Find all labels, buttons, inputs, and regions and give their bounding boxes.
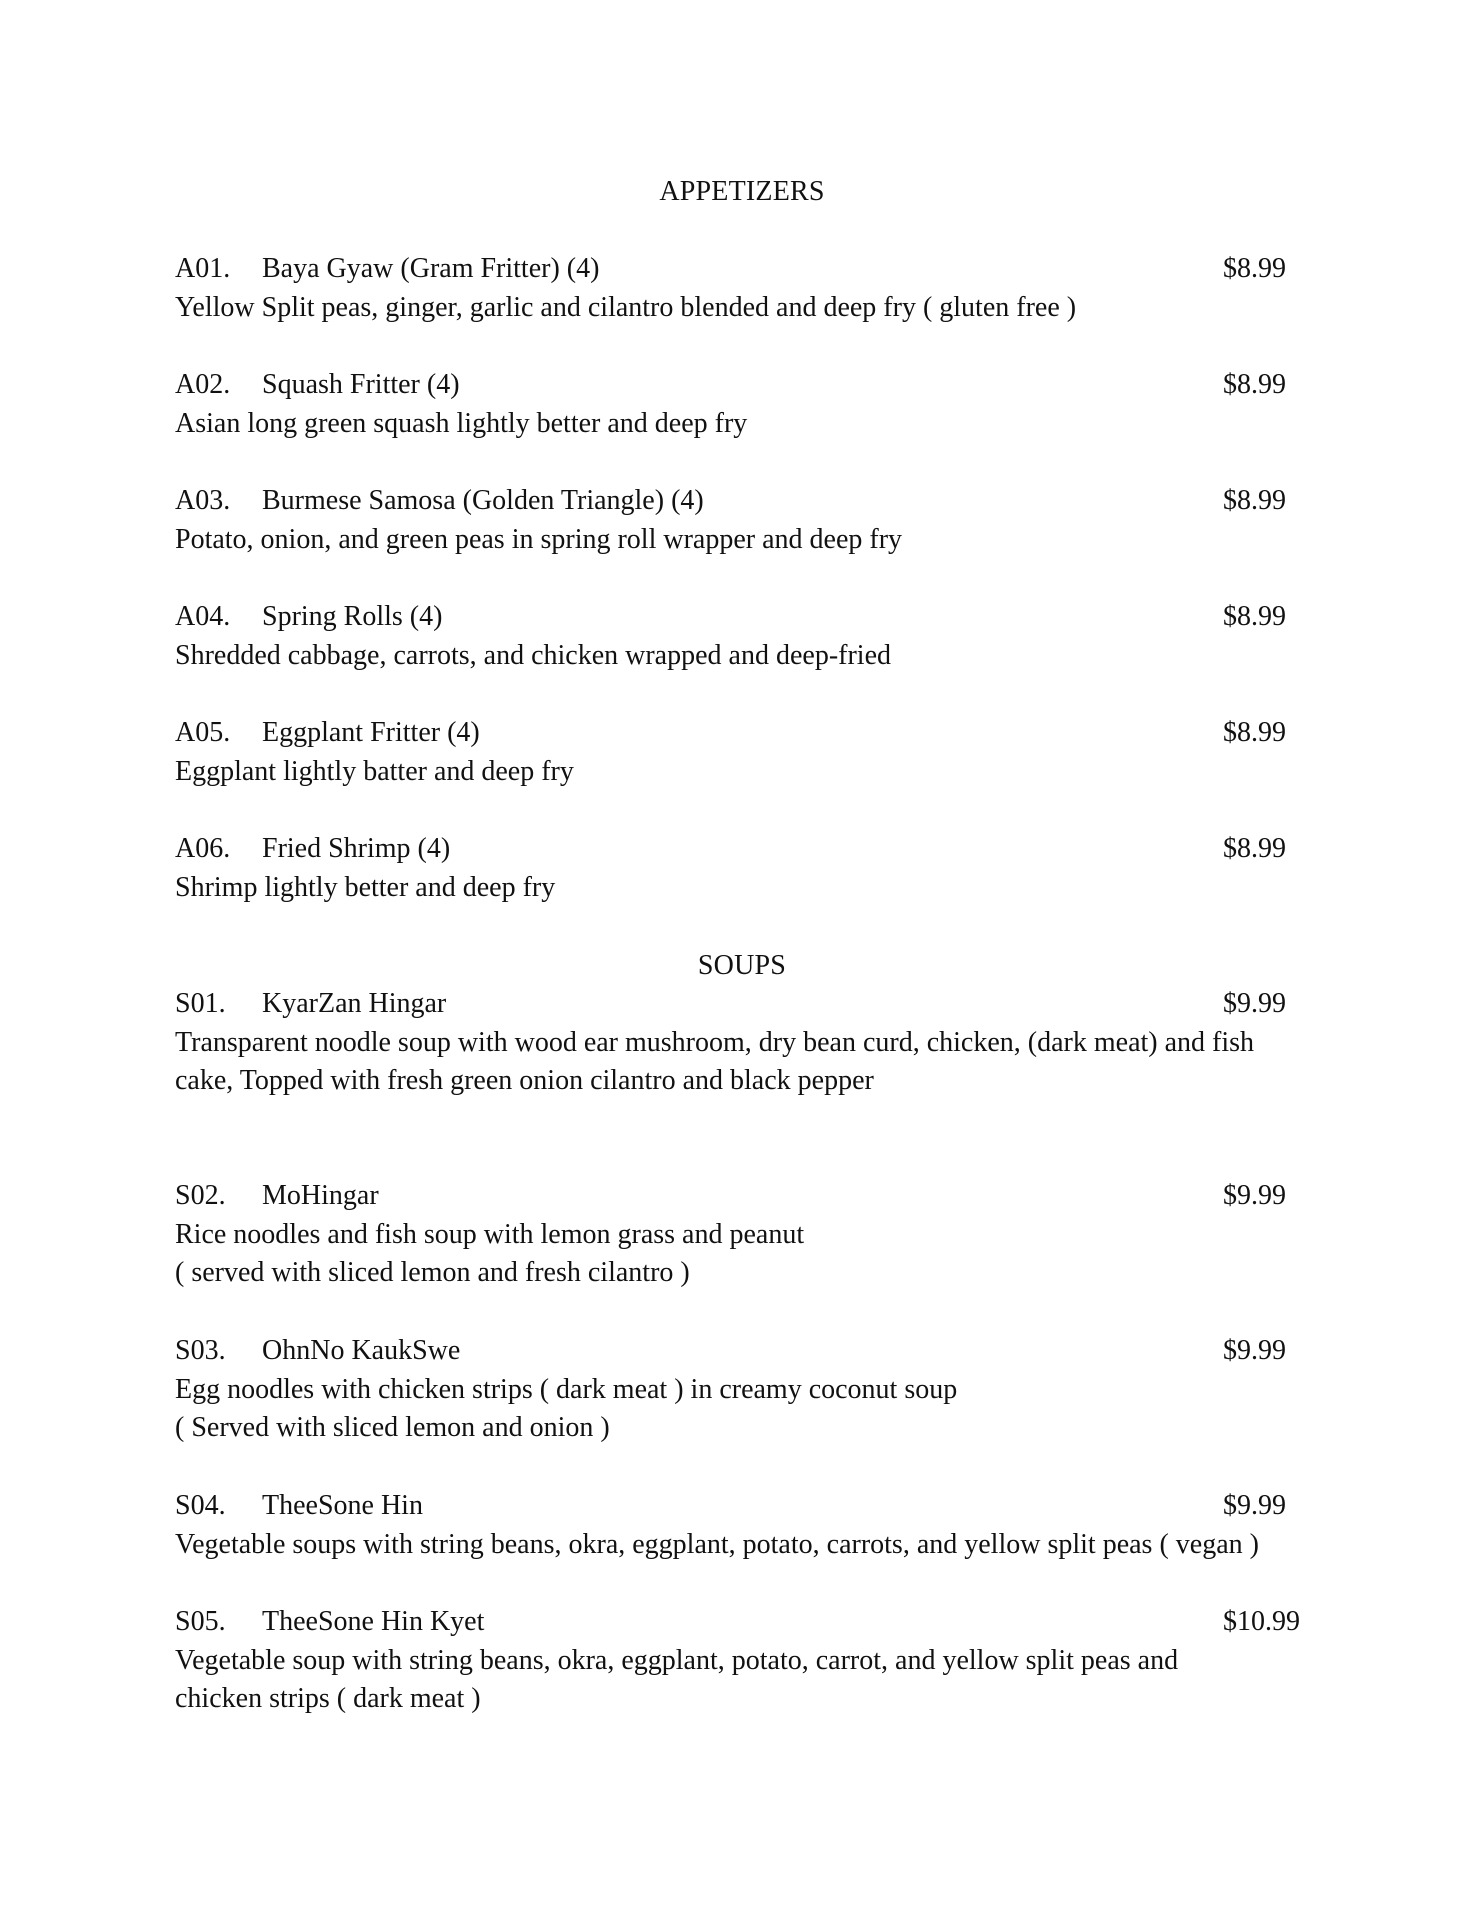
- item-header: [175, 1332, 1315, 1371]
- item-description: ( served with sliced lemon and fresh cilantro ): [175, 1257, 690, 1288]
- item-header: [175, 830, 1315, 869]
- item-price: $9.99: [1223, 1490, 1286, 1521]
- menu-item-s03: [175, 1332, 1315, 1448]
- item-code: S05.: [175, 1606, 226, 1637]
- item-description: Shredded cabbage, carrots, and chicken wrapped and deep-fried: [175, 639, 891, 671]
- item-description: Egg noodles with chicken strips ( dark meat ) in creamy coconut soup: [175, 1373, 958, 1405]
- item-header: [175, 714, 1315, 753]
- item-description: Eggplant lightly batter and deep fry: [175, 755, 574, 787]
- menu-item-s04: [175, 1487, 1315, 1564]
- item-description: Transparent noodle soup with wood ear mushroom, dry bean curd, chicken, (dark meat) and fish: [175, 1026, 1255, 1058]
- menu-item-s01: [175, 985, 1315, 1101]
- item-header: [175, 598, 1315, 637]
- item-name: Eggplant Fritter (4): [262, 717, 480, 748]
- item-header: [175, 1487, 1315, 1526]
- item-description: cake, Topped with fresh green onion cilantro and black pepper: [175, 1065, 874, 1096]
- item-header: [175, 366, 1315, 405]
- item-price: $10.99: [1223, 1606, 1300, 1637]
- item-description: Rice noodles and fish soup with lemon grass and peanut: [175, 1218, 805, 1250]
- menu-item-a04: [175, 598, 1315, 675]
- menu-item-s05: [175, 1603, 1315, 1719]
- item-description: Vegetable soup with string beans, okra, eggplant, potato, carrot, and yellow split peas and: [175, 1644, 1179, 1676]
- item-name: Fried Shrimp (4): [262, 833, 451, 864]
- item-price: $8.99: [1223, 717, 1286, 748]
- item-header: [175, 250, 1315, 289]
- item-header: [175, 1177, 1315, 1216]
- item-header: [175, 1603, 1315, 1642]
- item-name: Squash Fritter (4): [262, 369, 460, 400]
- item-price: $8.99: [1223, 601, 1286, 632]
- item-description: chicken strips ( dark meat ): [175, 1683, 481, 1714]
- item-code: A06.: [175, 833, 231, 864]
- item-price: $8.99: [1223, 833, 1286, 864]
- item-code: S03.: [175, 1335, 226, 1366]
- item-description: Potato, onion, and green peas in spring roll wrapper and deep fry: [175, 523, 903, 555]
- item-code: A01.: [175, 253, 231, 284]
- item-name: KyarZan Hingar: [262, 988, 447, 1019]
- item-price: $9.99: [1223, 1335, 1286, 1366]
- menu-item-a03: [175, 482, 1315, 559]
- item-name: TheeSone Hin Kyet: [262, 1606, 485, 1637]
- item-description: Asian long green squash lightly better and deep fry: [175, 407, 748, 439]
- item-name: TheeSone Hin: [262, 1490, 423, 1521]
- menu-item-a06: [175, 830, 1315, 907]
- item-code: A05.: [175, 717, 231, 748]
- item-name: MoHingar: [262, 1180, 379, 1211]
- item-code: A04.: [175, 601, 231, 632]
- item-code: S01.: [175, 988, 226, 1019]
- item-name: Baya Gyaw (Gram Fritter) (4): [262, 253, 600, 284]
- item-description: ( Served with sliced lemon and onion ): [175, 1412, 610, 1443]
- item-header: [175, 482, 1315, 521]
- item-price: $9.99: [1223, 988, 1286, 1019]
- item-description: Vegetable soups with string beans, okra, eggplant, potato, carrots, and yellow split peas ( vegan ): [175, 1528, 1259, 1560]
- item-code: A02.: [175, 369, 231, 400]
- item-header: [175, 985, 1315, 1024]
- appetizers-heading: APPETIZERS: [659, 176, 825, 207]
- item-description: Shrimp lightly better and deep fry: [175, 871, 556, 903]
- item-price: $9.99: [1223, 1180, 1286, 1211]
- item-description: Yellow Split peas, ginger, garlic and cilantro blended and deep fry ( gluten free ): [175, 291, 1077, 323]
- item-code: S02.: [175, 1180, 226, 1211]
- item-code: S04.: [175, 1490, 226, 1521]
- item-price: $8.99: [1223, 485, 1286, 516]
- item-name: OhnNo KaukSwe: [262, 1335, 461, 1366]
- item-name: Spring Rolls (4): [262, 601, 443, 632]
- item-price: $8.99: [1223, 369, 1286, 400]
- menu-item-a01: [175, 250, 1315, 327]
- menu-item-a05: [175, 714, 1315, 791]
- menu-item-s02: [175, 1177, 1315, 1293]
- item-code: A03.: [175, 485, 231, 516]
- menu-item-a02: [175, 366, 1315, 443]
- item-name: Burmese Samosa (Golden Triangle) (4): [262, 485, 704, 516]
- soups-heading: SOUPS: [697, 950, 787, 981]
- item-price: $8.99: [1223, 253, 1286, 284]
